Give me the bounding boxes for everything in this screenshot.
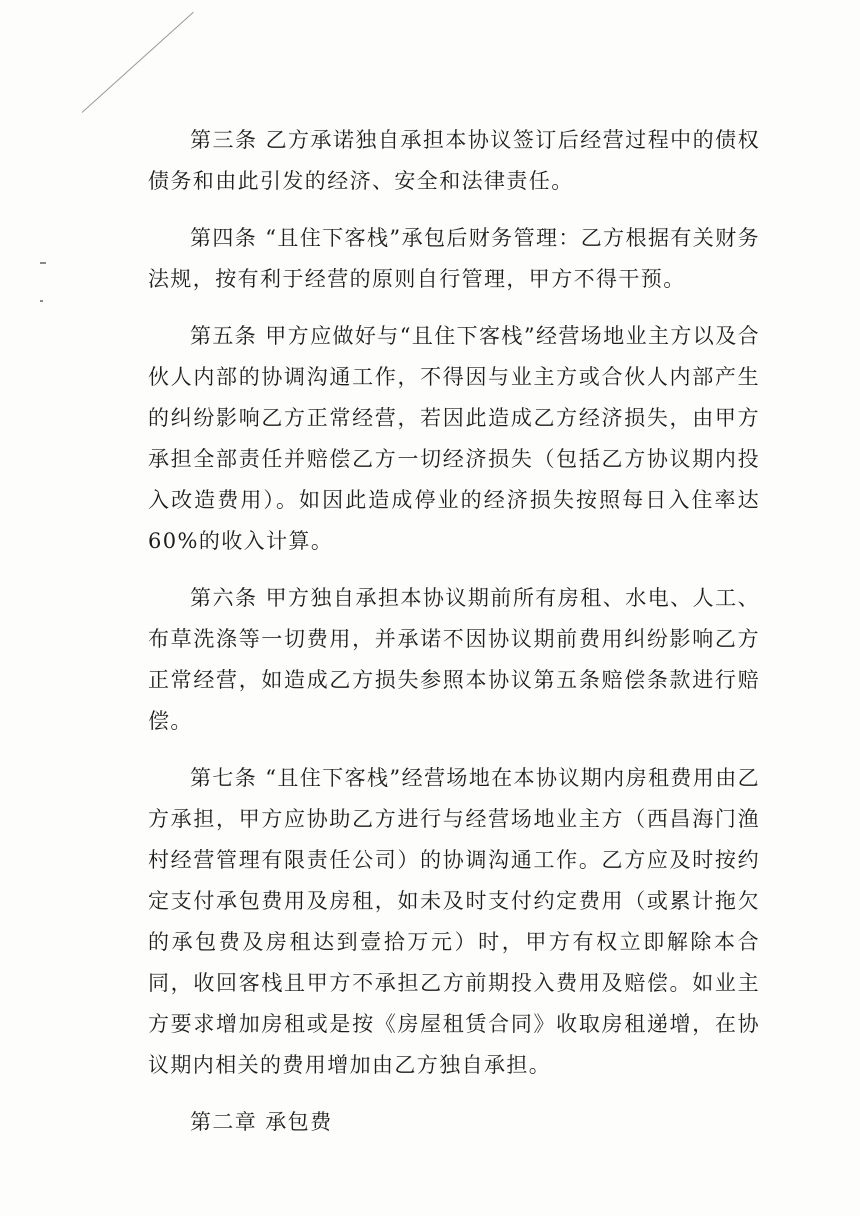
chapter-heading: 第二章 承包费: [190, 1110, 333, 1134]
document-body: [148, 120, 760, 1143]
article-6: 第六条 甲方独自承担本协议期前所有房租、水电、人工、布草洗涤等一切费用，并承诺不因协议期前费用纠纷影响乙方正常经营，如造成乙方损失参照本协议第五条赔偿条款进行赔偿。: [148, 586, 760, 733]
scan-speck: [40, 262, 46, 264]
article-5: 第五条 甲方应做好与“且住下客栈”经营场地业主方以及合伙人内部的协调沟通工作，不得因与业主方或合伙人内部产生的纠纷影响乙方正常经营，若因此造成乙方经济损失，由甲方承担全部责任并赔偿乙方一切经济损失（包括乙方协议期内投入改造费用）。如因此造成停业的经济损失按照每日入住率达 60%的收入计算。: [148, 324, 760, 553]
scan-speck: [40, 300, 43, 302]
article-4: 第四条 “且住下客栈”承包后财务管理：乙方根据有关财务法规，按有利于经营的原则自行管理，甲方不得干预。: [148, 226, 760, 291]
article-7: 第七条 “且住下客栈”经营场地在本协议期内房租费用由乙方承担，甲方应协助乙方进行与经营场地业主方（西昌海门渔村经营管理有限责任公司）的协调沟通工作。乙方应及时按约定支付承包费用及房租，如未及时支付约定费用（或累计拖欠的承包费及房租达到壹拾万元）时，甲方有权立即解除本合同，收回客栈且甲方不承担乙方前期投入费用及赔偿。如业主方要求增加房租或是按《房屋租赁合同》收取房租递增，在协议期内相关的费用增加由乙方独自承担。: [148, 766, 760, 1077]
scan-artifact-line: [82, 12, 194, 113]
article-3: 第三条 乙方承诺独自承担本协议签订后经营过程中的债权债务和由此引发的经济、安全和法律责任。: [148, 128, 760, 193]
